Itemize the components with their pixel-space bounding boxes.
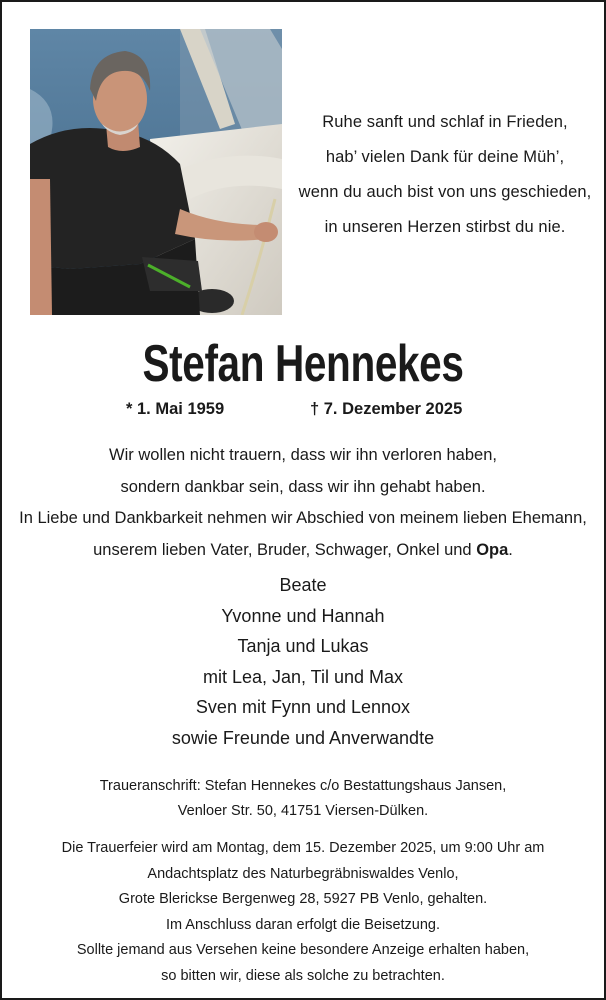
poem-line: Ruhe sanft und schlaf in Frieden, bbox=[322, 113, 568, 131]
intro-line: sondern dankbar sein, dass wir ihn gehabt haben. bbox=[120, 477, 486, 496]
family-line: Sven mit Fynn und Lennox bbox=[195, 697, 411, 717]
deceased-name: Stefan Hennekes bbox=[142, 335, 464, 393]
intro-line: Wir wollen nicht trauern, dass wir ihn verloren haben, bbox=[109, 446, 497, 464]
mourning-address bbox=[2, 774, 604, 824]
address-line: Traueranschrift: Stefan Hennekes c/o Bestattungshaus Jansen, bbox=[99, 778, 507, 794]
family-line: Yvonne und Hannah bbox=[221, 605, 385, 626]
family-line: Tanja und Lukas bbox=[237, 636, 369, 656]
address-line: Venloer Str. 50, 41751 Viersen-Dülken. bbox=[177, 803, 429, 819]
intro-line bbox=[2, 535, 604, 567]
family-line: mit Lea, Jan, Til und Max bbox=[202, 666, 404, 687]
ceremony-info bbox=[2, 836, 604, 989]
poem-line: hab’ vielen Dank für deine Müh’, bbox=[325, 148, 565, 166]
death-date: † 7. Dezember 2025 bbox=[310, 400, 463, 418]
ceremony-line: Im Anschluss daran erfolgt die Beisetzung. bbox=[165, 916, 441, 933]
memorial-poem bbox=[292, 105, 598, 245]
intro-line: In Liebe und Dankbarkeit nehmen wir Abschied von meinem lieben Ehemann, bbox=[19, 509, 587, 527]
ceremony-line: Die Trauerfeier wird am Montag, dem 15. Dezember 2025, um 9:00 Uhr am bbox=[61, 840, 545, 856]
birth-date: * 1. Mai 1959 bbox=[126, 400, 225, 418]
poem-line: wenn du auch bist von uns geschieden, bbox=[298, 183, 592, 201]
portrait-photo bbox=[30, 29, 282, 315]
ceremony-line: Andachtsplatz des Naturbegräbniswaldes Venlo, bbox=[147, 865, 459, 882]
intro-bold-word: Opa bbox=[476, 540, 509, 559]
family-signatures bbox=[2, 570, 604, 753]
ceremony-line: Grote Blerickse Bergenweg 28, 5927 PB Venlo, gehalten. bbox=[118, 891, 488, 907]
ceremony-line: so bitten wir, diese als solche zu betrachten. bbox=[161, 967, 445, 984]
intro-line-punctuation: . bbox=[508, 540, 513, 559]
intro-text bbox=[2, 440, 604, 566]
family-line: sowie Freunde und Anverwandte bbox=[171, 727, 435, 748]
ceremony-line: Sollte jemand aus Versehen keine besondere Anzeige erhalten haben, bbox=[76, 942, 530, 958]
poem-line: in unseren Herzen stirbst du nie. bbox=[324, 218, 566, 236]
family-line: Beate bbox=[279, 575, 327, 595]
intro-line-text: unserem lieben Vater, Bruder, Schwager, Onkel und bbox=[93, 540, 477, 559]
